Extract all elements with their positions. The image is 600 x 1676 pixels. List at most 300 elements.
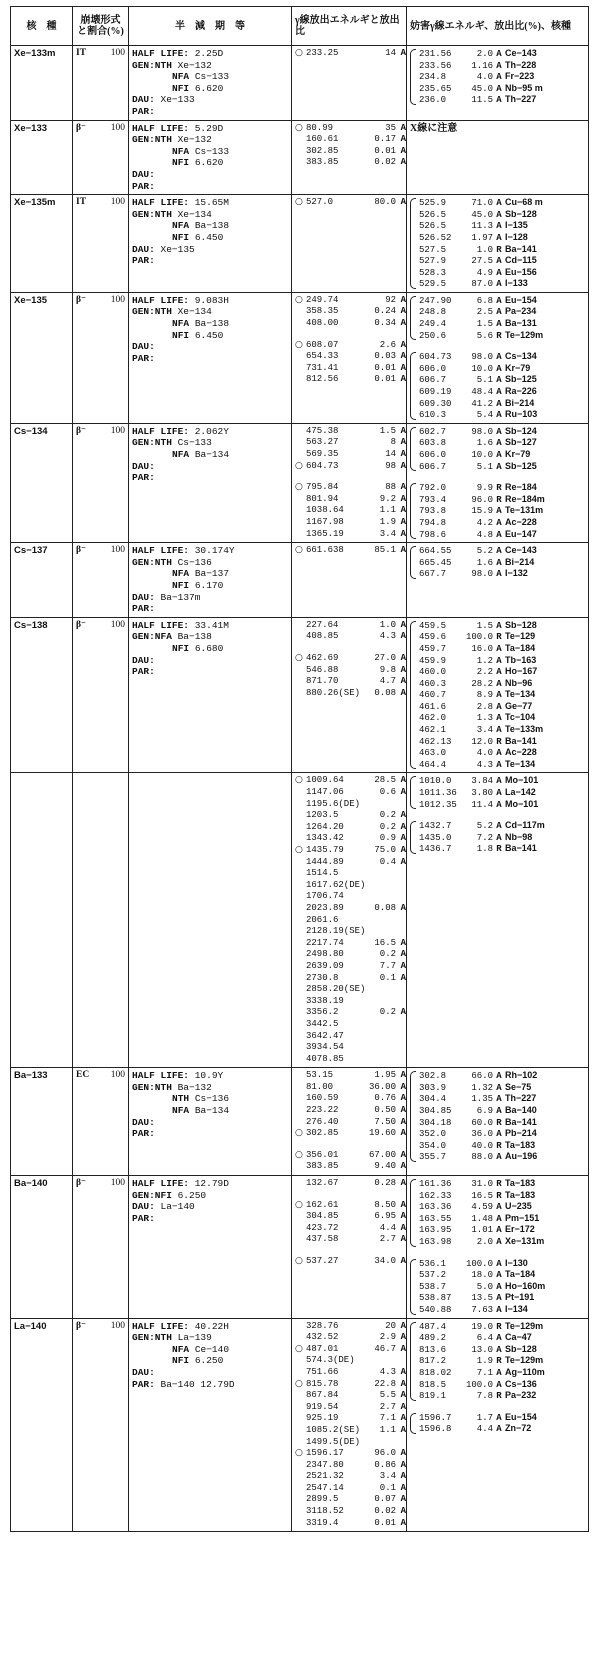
info-line [132,1093,288,1105]
gamma-ratio: 0.28 [374,1178,396,1189]
interfering-group [410,1321,585,1402]
gamma-quality: A [400,306,406,317]
interfering-line [419,1367,585,1379]
info-key: HALF LIFE: [132,1070,195,1082]
interfering-cell [407,1318,589,1532]
gamma-quality: A [400,687,406,698]
gamma-energy: 2217.74 [306,937,344,948]
interfering-group [410,351,585,421]
interfering-ratio: 45.0 [471,83,493,94]
gamma-quality: A [400,1149,406,1160]
interfering-group [410,1070,585,1163]
info-key: NFA [172,568,195,580]
gamma-energy: 574.3(DE) [306,1355,355,1366]
interfering-ratio: 1.48 [471,1213,493,1224]
info-value: Ba−137m [160,591,201,603]
interfering-energy: 817.2 [419,1356,447,1367]
gamma-energy: 661.638 [306,545,344,556]
gamma-ratio: 0.2 [379,949,396,960]
gamma-line [295,821,406,834]
interfering-nuclide: Kr−79 [505,449,531,459]
interfering-ratio: 98.0 [471,352,493,363]
interfering-energy: 540.88 [419,1304,452,1315]
info-line [132,461,288,473]
info-value: 6.450 [194,329,224,341]
info-value: Cs−133 [177,437,212,449]
nuclide-table [10,6,589,1532]
interfering-nuclide: Ba−141 [505,243,537,254]
interfering-nuclide: Sb−128 [505,619,537,630]
interfering-nuclide: Th−228 [505,59,537,70]
gamma-ratio: 0.02 [374,157,396,168]
interfering-energy: 462.13 [419,736,452,747]
info-line [132,330,288,342]
gamma-quality: A [400,787,406,798]
table-row [11,617,589,773]
info-value: Ba−138 [194,318,230,330]
gamma-energy: 328.76 [306,1320,339,1331]
gamma-energy: 563.27 [306,437,339,448]
interfering-energy: 538.7 [419,1281,447,1292]
interfering-line [419,1140,585,1152]
gamma-ratio: 1.95 [374,1070,396,1081]
gamma-energy: 2061.6 [306,914,339,925]
gamma-quality: A [400,122,406,133]
interfering-line [419,701,585,713]
gamma-group [295,775,406,1065]
interfering-nuclide: Ta−184 [505,1269,536,1280]
interfering-quality: R [496,1140,502,1151]
decay-mode: EC [76,1070,90,1081]
gamma-energy: 812.56 [306,374,339,385]
interfering-ratio: 1.16 [471,60,493,71]
gamma-line [295,1343,406,1356]
interfering-energy: 231.56 [419,49,452,59]
interfering-quality: A [496,1333,502,1344]
interfering-cell [407,195,589,293]
decay-mode: β⁻ [76,545,87,556]
interfering-line [419,1292,585,1304]
gamma-ratio: 0.01 [374,374,396,385]
group-brace [410,296,416,340]
interfering-quality: A [496,1237,502,1247]
nuclide-name: La−140 [14,1320,47,1332]
gamma-quality: A [400,505,406,516]
gamma-ratio: 0.34 [374,318,396,329]
interfering-quality: A [496,60,502,71]
interfering-ratio: 7.1 [476,1367,493,1378]
gamma-line [295,1116,406,1129]
gamma-group [295,545,406,557]
info-line [132,1105,288,1117]
interfering-line [419,1190,585,1202]
gamma-line [295,306,406,318]
interfering-quality: A [496,1225,502,1236]
gamma-quality: A [400,775,406,786]
gamma-line [295,1401,406,1414]
gamma-quality: A [400,1506,406,1517]
interfering-line [419,461,585,473]
interfering-ratio: 4.8 [476,529,493,540]
gamma-ratio: 7.7 [379,960,396,971]
interfering-line [419,1332,585,1344]
interfering-quality: A [496,398,502,409]
interfering-ratio: 5.2 [476,821,493,832]
gamma-line [295,1234,406,1246]
interfering-line [419,1412,585,1424]
gamma-ratio: 46.7 [374,1343,396,1354]
gamma-energy: 437.58 [306,1234,339,1245]
info-key: PAR: [132,255,155,267]
decay-mode-cell [73,773,129,1068]
interfering-nuclide: Th−227 [505,94,537,105]
decay-mode-cell [73,46,129,121]
interfering-nuclide: Tc−104 [505,712,536,723]
interfering-energy: 304.18 [419,1117,452,1128]
info-line [132,1128,288,1140]
info-key: HALF LIFE: [132,1178,195,1190]
gamma-ratio: 1.5 [379,425,396,436]
interfering-line [419,244,585,256]
interfering-quality: A [496,759,502,770]
header-row [11,7,589,46]
gamma-ratio: 0.08 [374,687,396,698]
info-line [132,580,288,592]
decay-percent: 100 [110,619,125,630]
info-key: GEN:NFI [132,1189,178,1201]
gamma-line [295,339,406,352]
info-key: PAR: [132,352,155,364]
gamma-line [295,1471,406,1483]
interfering-line [419,209,585,221]
interfering-line [419,426,585,438]
info-key: DAU: [132,654,155,666]
gamma-energy: 1038.64 [306,505,344,516]
gamma-group [295,652,406,699]
half-life-cell [129,1068,292,1176]
group-brace [410,1259,416,1315]
decay-mode-cell [73,423,129,542]
interfering-quality: A [496,1213,502,1224]
info-value: 6.680 [194,642,224,654]
interfering-energy: 819.1 [419,1391,447,1402]
gamma-line [295,505,406,517]
info-value: 15.65M [194,197,229,209]
info-line [132,106,288,118]
interfering-nuclide: I−128 [505,231,528,242]
interfering-energy: 525.9 [419,198,447,209]
interfering-energy: 236.0 [419,95,447,106]
info-key: NTH [172,1093,195,1105]
info-line [132,232,288,244]
interfering-line [419,482,585,494]
interfering-energy: 462.1 [419,725,447,736]
gamma-group [295,294,406,330]
half-life-cell [129,46,292,121]
interfering-energy: 538.87 [419,1293,452,1304]
gamma-quality: A [400,1007,406,1018]
gamma-energy: 537.27 [306,1256,339,1266]
gamma-energy: 227.64 [306,619,339,630]
gamma-quality: A [400,960,406,971]
gamma-ratio: 9.2 [379,493,396,504]
interfering-quality: A [496,1344,502,1355]
interfering-nuclide: Ru−103 [505,409,538,420]
gamma-line [295,1093,406,1105]
interfering-quality: A [496,776,502,787]
info-line [132,655,288,667]
interfering-nuclide: Sb−125 [505,460,537,471]
group-brace [410,621,416,770]
interfering-energy: 606.7 [419,375,447,386]
info-key: HALF LIFE: [132,619,195,631]
info-key: NFA [172,220,195,232]
info-line [132,1355,288,1367]
interfering-ratio: 48.4 [471,387,493,398]
interfering-energy: 459.9 [419,655,447,666]
interfering-cell [407,1068,589,1176]
interfering-nuclide: Bi−214 [505,397,535,408]
interfering-ratio: 7.8 [476,1391,493,1402]
gamma-energy: 2521.32 [306,1471,344,1482]
interfering-ratio: 12.0 [471,736,493,747]
gamma-quality: A [400,810,406,821]
gamma-ratio: 0.1 [379,972,396,983]
gamma-line [295,425,406,438]
interfering-ratio: 3.84 [471,776,493,787]
interfering-quality: A [496,529,502,540]
info-line [132,1379,288,1391]
info-value: 6.250 [194,1355,224,1367]
info-line [132,83,288,95]
gamma-ratio: 0.50 [374,1105,396,1116]
gamma-quality: A [400,516,406,527]
gamma-energy: 2858.20(SE) [306,984,366,995]
interfering-energy: 664.55 [419,546,452,557]
gamma-quality: A [400,449,406,459]
interfering-quality: A [496,375,502,386]
gamma-energy: 1167.98 [306,516,344,527]
interfering-nuclide: Rh−102 [505,1070,538,1081]
interfering-nuclide: Bi−214 [505,556,535,567]
interfering-quality: A [496,209,502,220]
interfering-ratio: 4.0 [476,748,493,759]
interfering-quality: A [496,725,502,736]
gamma-group [295,1199,406,1246]
gamma-ratio: 88 [385,482,396,493]
decay-percent: 100 [110,1320,125,1331]
decay-percent: 100 [110,294,125,305]
interfering-energy: 527.5 [419,244,447,255]
gamma-energy: 608.07 [306,339,339,350]
interfering-nuclide: Pa−232 [505,1390,537,1401]
gamma-group [295,425,406,472]
gamma-cell [292,1318,407,1532]
interfering-ratio: 1.6 [476,438,493,449]
interfering-ratio: 7.63 [471,1304,493,1315]
interfering-energy: 1432.7 [419,821,452,832]
gamma-ratio: 4.7 [379,676,396,687]
info-value: Xe−132 [177,59,212,71]
gamma-energy: 304.85 [306,1211,339,1222]
info-line [132,592,288,604]
gamma-cell [292,423,407,542]
interfering-ratio: 1.6 [476,557,493,568]
gamma-quality: A [400,1256,406,1266]
gamma-group [295,1178,406,1190]
header-nuclide: 核 種 [11,7,73,46]
gamma-cell [292,1176,407,1319]
gamma-ratio: 14 [385,48,396,58]
gamma-line [295,1459,406,1472]
gamma-energy: 751.66 [306,1366,339,1377]
gamma-line [295,528,406,541]
interfering-ratio: 5.6 [476,330,493,341]
interfering-quality: A [496,1412,502,1423]
gamma-line [295,1256,406,1268]
interfering-nuclide: Te−129m [505,1355,544,1366]
info-key: GEN:NTH [132,59,178,71]
gamma-line [295,937,406,950]
interfering-nuclide: I−135 [505,220,528,231]
gamma-quality: A [400,1482,406,1493]
gamma-quality: A [400,1211,406,1222]
main-line-marker: ○ [295,339,303,350]
interfering-energy: 1011.36 [419,788,457,799]
interfering-quality: R [496,1391,502,1402]
half-life-cell [129,120,292,195]
gamma-ratio: 0.01 [374,145,396,156]
info-value: Ba−134 [194,449,230,460]
interfering-nuclide: I−130 [505,1257,528,1268]
interfering-group [410,197,585,290]
main-line-marker: ○ [295,845,303,855]
interfering-nuclide: Ho−160m [505,1280,546,1291]
decay-mode: β⁻ [76,1178,87,1189]
interfering-quality: R [496,736,502,747]
gamma-energy: 2639.09 [306,960,344,971]
decay-mode: β⁻ [76,1320,87,1331]
interfering-energy: 489.2 [419,1333,447,1344]
nuclide-name: Xe−133m [14,48,56,59]
gamma-energy: 162.61 [306,1199,339,1210]
interfering-energy: 1436.7 [419,844,452,855]
header-interfering-gamma: 妨害γ線エネルギ、放出比(%)、核種 [407,7,589,46]
interfering-energy: 235.65 [419,83,452,94]
gamma-energy: 223.22 [306,1105,339,1116]
nuclide-cell [11,46,73,121]
gamma-energy: 2730.8 [306,972,339,983]
interfering-energy: 234.8 [419,72,447,83]
interfering-line [419,517,585,529]
gamma-quality: A [400,1116,406,1127]
interfering-line [419,220,585,232]
interfering-nuclide: Zn−72 [505,1423,532,1434]
interfering-ratio: 13.5 [471,1293,493,1304]
interfering-nuclide: Se−75 [505,1081,532,1092]
interfering-nuclide: Pm−151 [505,1212,540,1223]
gamma-quality: A [400,482,406,493]
decay-percent: 100 [110,122,125,133]
interfering-energy: 161.36 [419,1179,452,1190]
info-key: GEN:NTH [132,1332,178,1344]
gamma-energy: 80.99 [306,122,334,133]
info-value: Ba−138 [177,631,212,643]
gamma-quality: A [400,1093,406,1104]
decay-percent: 100 [110,545,125,556]
interfering-line [419,232,585,244]
interfering-quality: A [496,788,502,799]
interfering-line [419,1344,585,1356]
info-line [132,60,288,72]
interfering-ratio: 13.0 [471,1344,493,1355]
info-line [132,666,288,678]
interfering-line [419,689,585,701]
interfering-energy: 667.7 [419,569,447,580]
interfering-nuclide: Pa−234 [505,306,537,317]
interfering-quality: A [496,232,502,243]
interfering-line [419,255,585,267]
table-row [11,1068,589,1176]
info-value: Xe−135 [160,243,195,255]
interfering-energy: 606.7 [419,461,447,472]
interfering-nuclide: Er−172 [505,1224,535,1235]
gamma-quality: A [400,374,406,385]
info-key: HALF LIFE: [132,48,195,59]
interfering-quality: A [496,1367,502,1378]
interfering-ratio: 27.5 [471,256,493,267]
half-life-cell [129,195,292,293]
info-value: 2.062Y [194,425,229,437]
info-key: NFA [172,71,195,83]
interfering-line [419,449,585,461]
gamma-energy: 358.35 [306,306,339,317]
interfering-energy: 304.4 [419,1094,447,1105]
gamma-quality: A [400,1128,406,1139]
gamma-energy: 2899.5 [306,1494,339,1505]
interfering-line [419,505,585,517]
interfering-energy: 163.95 [419,1225,452,1236]
decay-mode-cell [73,195,129,293]
interfering-nuclide: Re−184m [505,493,545,504]
main-line-marker: ○ [295,652,303,663]
gamma-line [295,1366,406,1379]
interfering-line [419,1269,585,1281]
interfering-quality: A [496,557,502,568]
interfering-quality: R [496,244,502,255]
interfering-quality: A [496,1270,502,1281]
gamma-quality: A [400,949,406,960]
info-key: PAR: [132,472,155,484]
gamma-energy: 3118.52 [306,1506,344,1517]
interfering-quality: R [496,1321,502,1332]
interfering-line [419,1224,585,1236]
gamma-energy: 867.84 [306,1390,339,1401]
gamma-ratio: 0.6 [379,787,396,798]
interfering-line [419,1304,585,1316]
gamma-energy: 3442.5 [306,1018,339,1029]
gamma-quality: A [400,1332,406,1343]
interfering-group [410,48,585,106]
interfering-nuclide: Sb−127 [505,437,537,448]
group-brace [410,821,416,854]
nuclide-cell [11,195,73,293]
interfering-ratio: 36.0 [471,1129,493,1140]
interfering-quality: A [496,1129,502,1140]
interfering-quality: R [496,1356,502,1367]
interfering-quality: A [496,1152,502,1163]
gamma-energy: 1264.20 [306,821,344,832]
